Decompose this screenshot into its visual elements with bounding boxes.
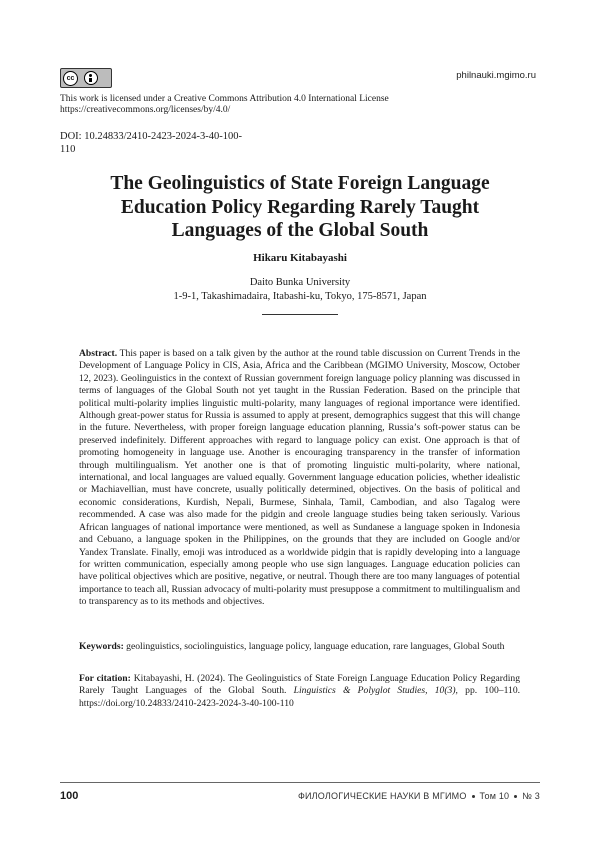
bullet-separator: [514, 795, 517, 798]
cc-by-license-icon[interactable]: [60, 68, 112, 88]
title-line-2: Education Policy Regarding Rarely Taught: [120, 196, 480, 218]
university: Daito Bunka University: [249, 277, 351, 288]
license-text: [60, 94, 420, 116]
address: 1-9-1, Takashimadaira, Itabashi-ku, Tokyo, 175-8571, Japan: [173, 291, 427, 302]
keywords: [79, 641, 520, 653]
license-statement: This work is licensed under a Creative Commons Attribution 4.0 International License: [60, 94, 389, 104]
citation-text: Kitabayashi, H. (2024). The Geolinguistics of State Foreign Language Education Policy Regarding Rarely Taught Languages of the Global South.: [79, 673, 521, 697]
journal-footer: [298, 791, 540, 801]
bullet-separator: [472, 795, 475, 798]
doi-line-1: DOI: 10.24833/2410-2423-2024-3-40-100-: [60, 131, 242, 142]
keywords-label: Keywords:: [79, 641, 124, 652]
license-url[interactable]: https://creativecommons.org/licenses/by/4.0/: [60, 105, 231, 115]
citation-label: For citation:: [79, 673, 131, 684]
journal-site-link[interactable]: philnauki.mgimo.ru: [456, 70, 536, 81]
citation-journal: Linguistics & Polyglot Studies, 10(3),: [293, 685, 458, 697]
author-name: Hikaru Kitabayashi: [253, 252, 347, 264]
license-block: [60, 68, 420, 116]
doi: [60, 130, 260, 156]
page-number: 100: [60, 790, 79, 802]
title-line-1: The Geolinguistics of State Foreign Language: [110, 173, 490, 194]
abstract: [79, 348, 520, 609]
abstract-text: This paper is based on a talk given by the author at the round table discussion on Current Trends in the Development of Language Policy in CIS, Asia, Africa and the Caribbean (MGIMO University, Moscow, October 12, 2023). Geolinguistics in the context of Russian government foreign language policy planning was discussed in terms of languages of the Global South not yet taught in the Russian Federation. Based on the principle that political multi-polarity implies linguistic multi-polarity, many languages of regional importance were identified. Although great-power status for Russia is assumed to apply at present, demographics suggest that this will change in the future. Nevertheless, with proper foreign language education planning, Russia’s soft-power status can be preserved indefinitely. Different approaches with regard to language policy can exist. One approach is that of promoting homogeneity in language use. Another is encouraging transparency in the transfer of information through multilingualism. Yet another one is that of promoting linguistic multi-polarity, where national, international, and local languages are valued equally. Government language education policies, whether idealistic or Machiavellian, must have concrete, usually politically determined, objectives. On the basis of political and economic considerations, Kurdish, Nepali, Burmese, Sinhala, Tamil, Cambodian, and also Tagalog were recommended. A case was also made for the pidgin and creole language studies being taken seriously. Various African languages of national importance were mentioned, as well as Sundanese a language spoken in Indonesia and Cebuano, a language spoken in the Philippines, on the grounds that they are included on Google and/or Yandex Translate. Finally, emoji was introduced as a worldwide pidgin that is rapidly developing into a language for written communication, especially among people who use sign languages. Language education policies can have political objectives which are positive, negative, or neutral. Though there are too many languages of potential importance to teach all, Russian advocacy of multi-polarity must presuppose a commitment to multilingualism and to transparency as to its methods and objectives.: [79, 348, 520, 608]
by-attribution-icon: [84, 71, 98, 85]
issue: № 3: [522, 791, 540, 801]
keywords-text: geolinguistics, sociolinguistics, language policy, language education, rare languages, Global South: [126, 641, 505, 652]
title-line-3: Languages of the Global South: [171, 220, 429, 241]
citation-doi: pp. 100–110. https://doi.org/10.24833/2410-2423-2024-3-40-100-110: [79, 685, 521, 709]
volume: Том 10: [479, 791, 510, 801]
separator-rule: [262, 314, 338, 315]
affiliation: [0, 276, 600, 304]
cc-icon: cc: [63, 71, 78, 86]
footer-rule: [60, 782, 540, 783]
citation: [79, 673, 520, 710]
abstract-label: Abstract.: [79, 348, 118, 359]
journal-name: ФИЛОЛОГИЧЕСКИЕ НАУКИ В МГИМО: [297, 791, 467, 801]
doi-line-2: 110: [60, 144, 76, 155]
article-title: [60, 172, 540, 243]
